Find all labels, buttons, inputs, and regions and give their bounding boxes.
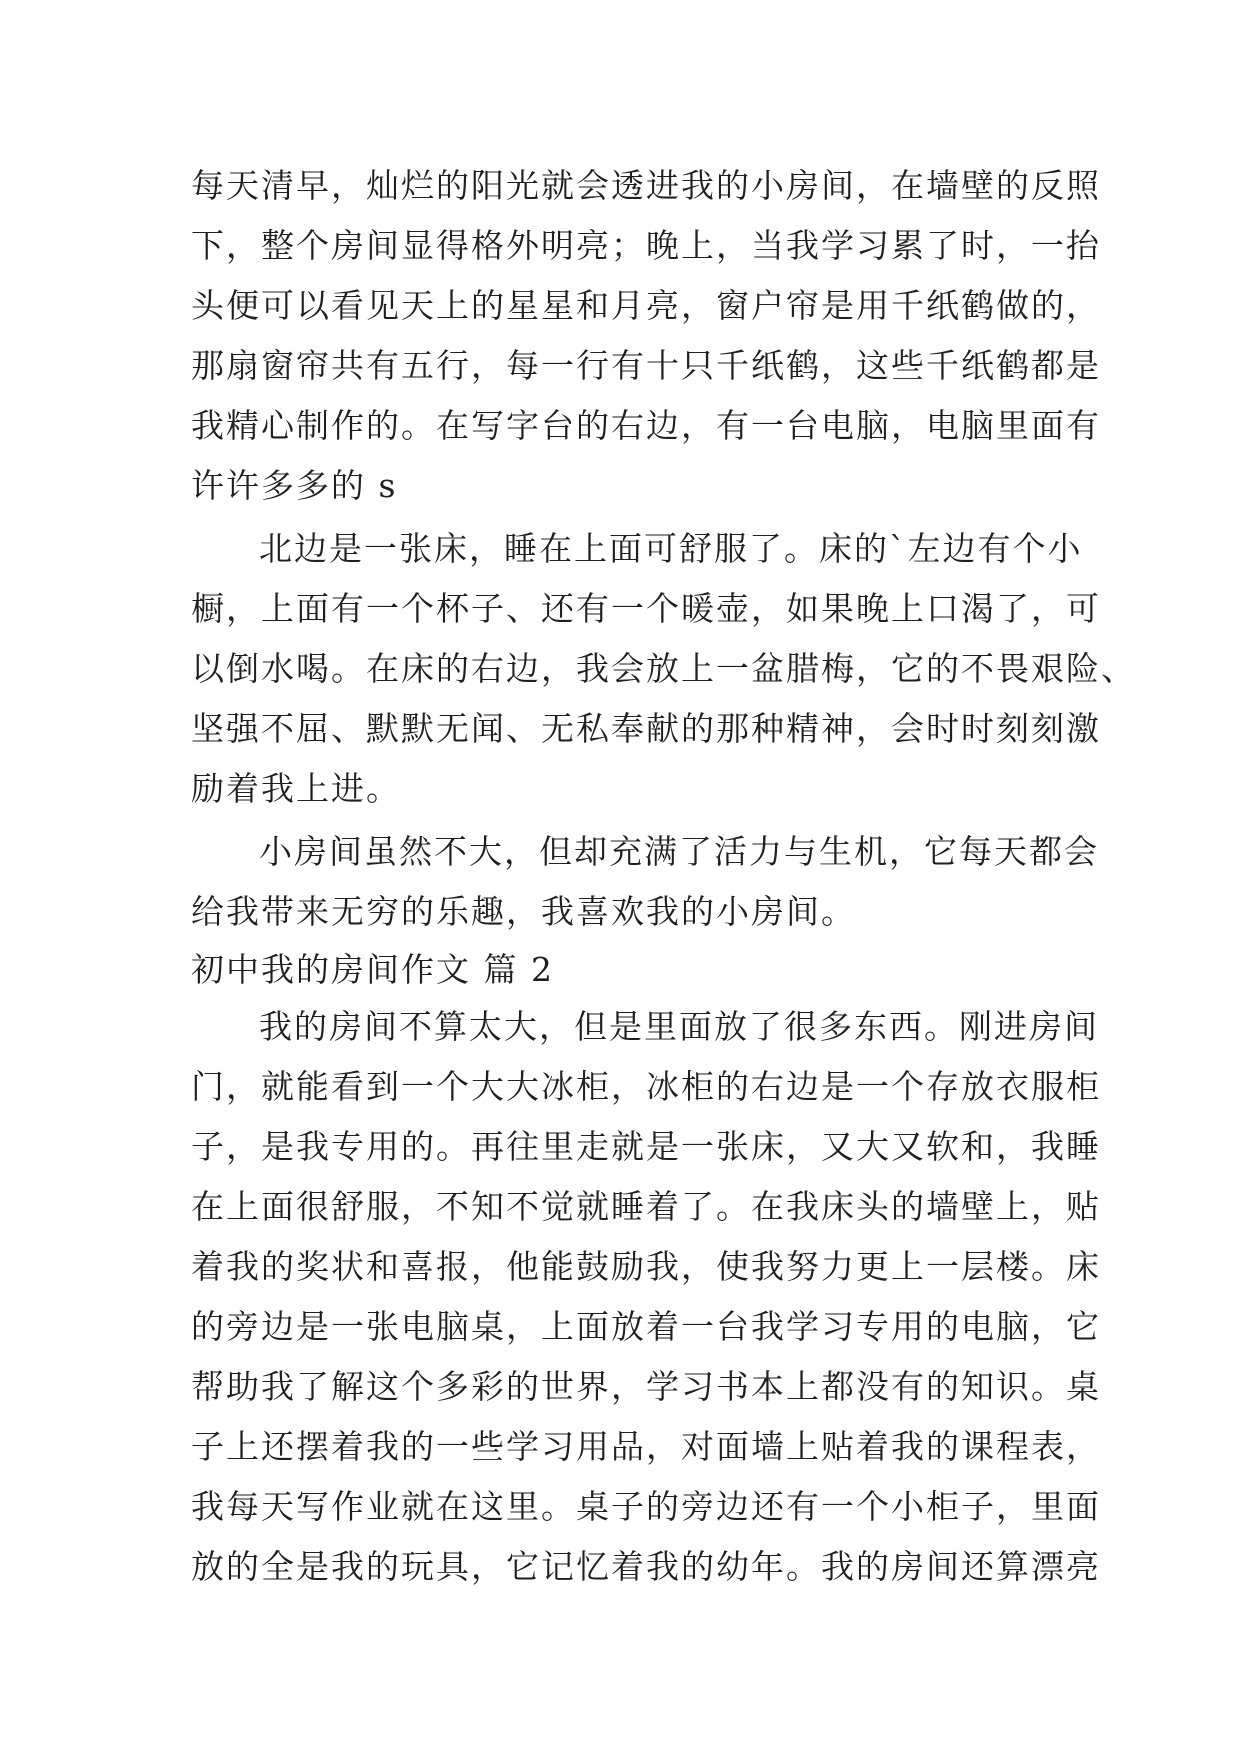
paragraph-3 <box>191 822 1099 942</box>
text-line: 以倒水喝。在床的右边，我会放上一盆腊梅，它的不畏艰险、 <box>191 649 1136 688</box>
paragraph-2 <box>191 519 1136 819</box>
text-line: 给我带来无穷的乐趣，我喜欢我的小房间。 <box>191 892 856 931</box>
paragraph-1 <box>191 156 1101 516</box>
paragraph-4 <box>191 997 1101 1597</box>
text-line: 许许多多的 s <box>191 466 398 505</box>
text-line: 北边是一张床，睡在上面可舒服了。床的`左边有个小 <box>259 529 1083 568</box>
text-line: 小房间虽然不大，但却充满了活力与生机，它每天都会 <box>259 832 1099 871</box>
document-body <box>191 156 1136 1597</box>
text-line: 下，整个房间显得格外明亮；晚上，当我学习累了时，一抬 <box>191 226 1101 265</box>
text-line: 子，是我专用的。再往里走就是一张床，又大又软和，我睡 <box>191 1127 1101 1166</box>
text-line: 励着我上进。 <box>191 769 401 808</box>
text-line: 帮助我了解这个多彩的世界，学习书本上都没有的知识。桌 <box>191 1367 1101 1406</box>
section-heading: 初中我的房间作文 篇 2 <box>191 950 554 989</box>
text-line: 子上还摆着我的一些学习用品，对面墙上贴着我的课程表， <box>191 1427 1101 1466</box>
text-line: 那扇窗帘共有五行，每一行有十只千纸鹤，这些千纸鹤都是 <box>191 346 1101 385</box>
text-line: 门，就能看到一个大大冰柜，冰柜的右边是一个存放衣服柜 <box>191 1067 1101 1106</box>
text-line: 头便可以看见天上的星星和月亮，窗户帘是用千纸鹤做的， <box>191 286 1101 325</box>
text-line: 的旁边是一张电脑桌，上面放着一台我学习专用的电脑，它 <box>191 1307 1101 1346</box>
text-line: 坚强不屈、默默无闻、无私奉献的那种精神，会时时刻刻激 <box>191 709 1101 748</box>
text-line: 着我的奖状和喜报，他能鼓励我，使我努力更上一层楼。床 <box>191 1247 1101 1286</box>
text-line: 在上面很舒服，不知不觉就睡着了。在我床头的墙壁上，贴 <box>191 1187 1101 1226</box>
text-line: 橱，上面有一个杯子、还有一个暖壶，如果晚上口渴了，可 <box>191 589 1101 628</box>
text-line: 我每天写作业就在这里。桌子的旁边还有一个小柜子，里面 <box>191 1487 1101 1526</box>
text-line: 我精心制作的。在写字台的右边，有一台电脑，电脑里面有 <box>191 406 1101 445</box>
text-line: 放的全是我的玩具，它记忆着我的幼年。我的房间还算漂亮 <box>191 1547 1101 1586</box>
text-line: 每天清早，灿烂的阳光就会透进我的小房间，在墙壁的反照 <box>191 166 1101 205</box>
text-line: 我的房间不算太大，但是里面放了很多东西。刚进房间 <box>259 1007 1099 1046</box>
